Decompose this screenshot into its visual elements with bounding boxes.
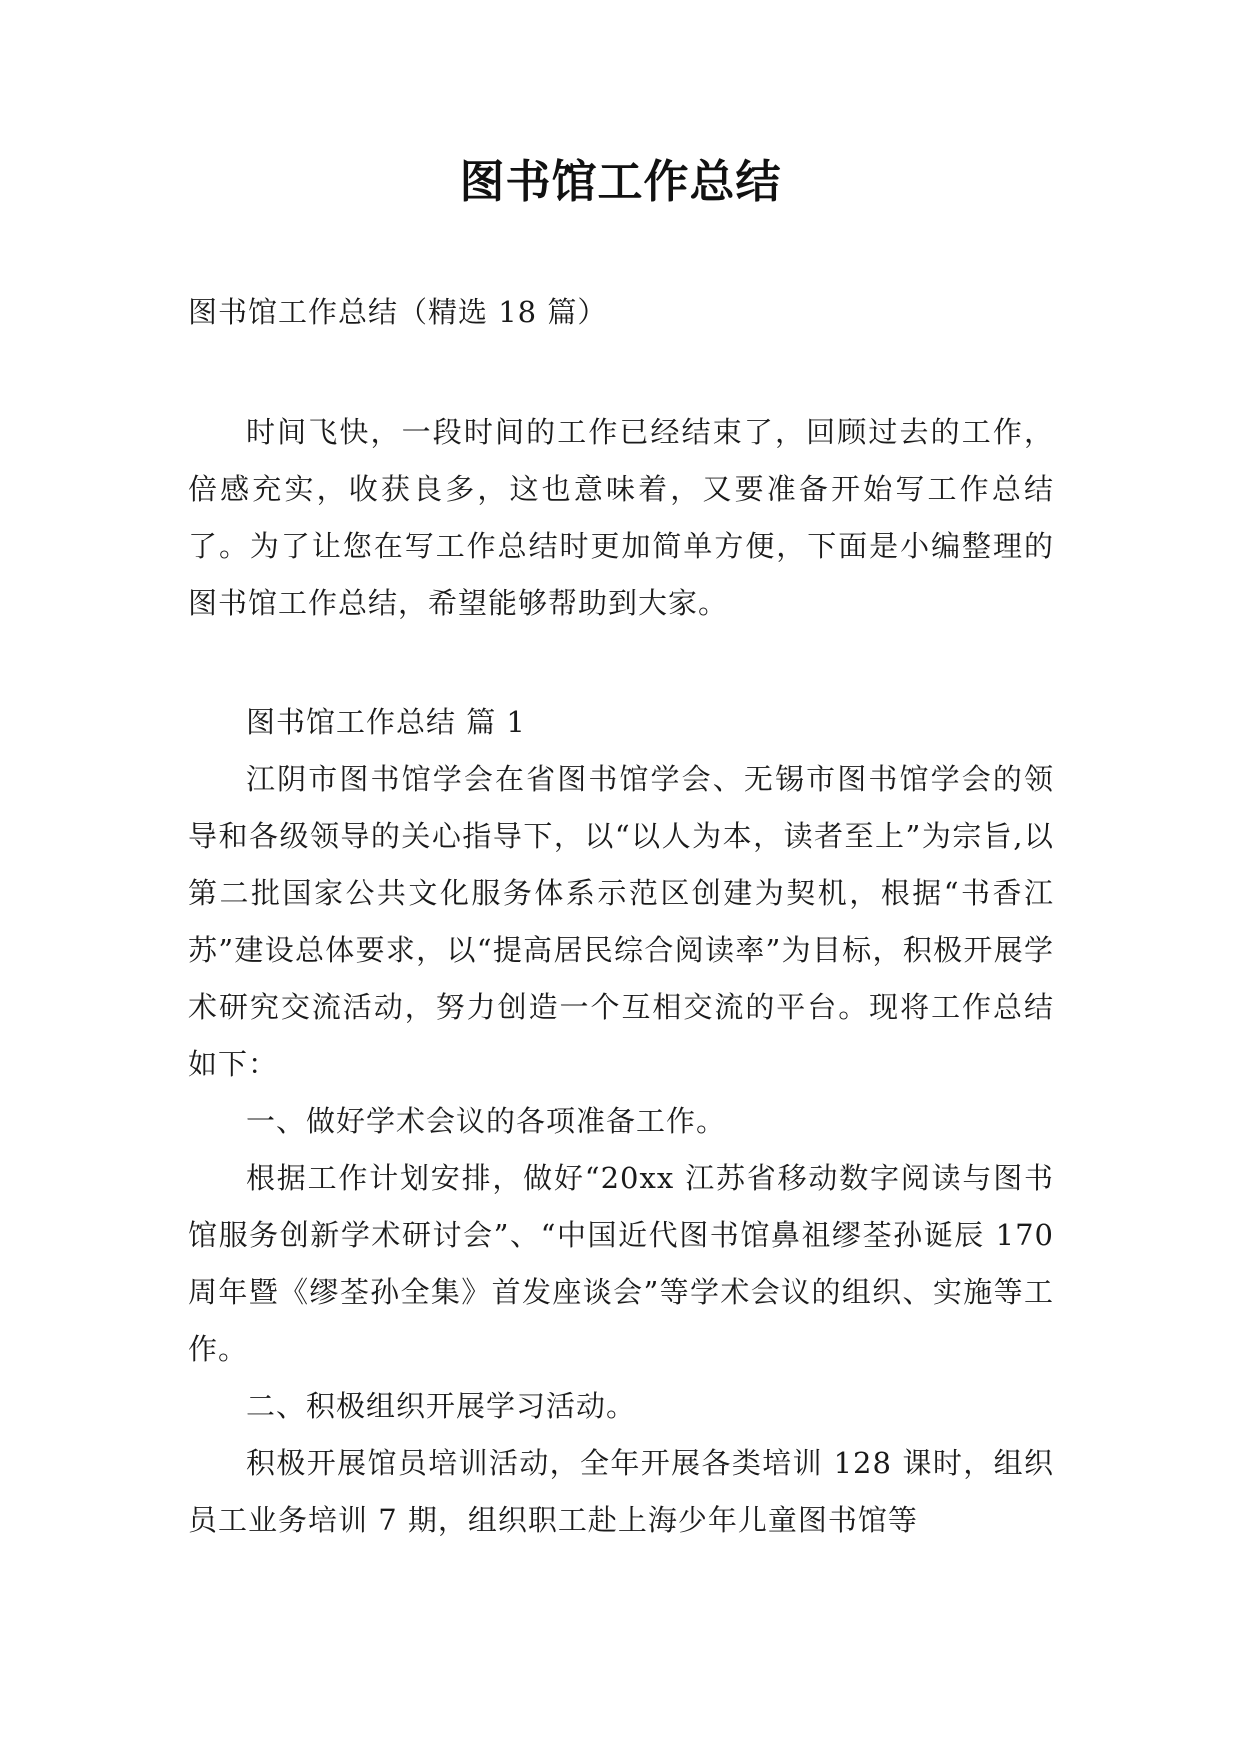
document-subtitle: 图书馆工作总结（精选 18 篇）	[188, 295, 608, 329]
body-section	[188, 694, 1054, 1549]
intro-section	[188, 404, 1054, 632]
intro-paragraph: 时间飞快，一段时间的工作已经结束了，回顾过去的工作，倍感充实，收获良多，这也意味着，又要准备开始写工作总结了。为了让您在写工作总结时更加简单方便，下面是小编整理的图书馆工作总结，希望能够帮助到大家。	[188, 415, 1054, 620]
section-heading: 图书馆工作总结 篇 1	[246, 705, 526, 739]
body-paragraph: 江阴市图书馆学会在省图书馆学会、无锡市图书馆学会的领导和各级领导的关心指导下，以“以人为本，读者至上”为宗旨,以第二批国家公共文化服务体系示范区创建为契机，根据“书香江苏”建设总体要求，以“提高居民综合阅读率”为目标，积极开展学术研究交流活动，努力创造一个互相交流的平台。现将工作总结如下：	[188, 762, 1054, 1081]
body-paragraph: 根据工作计划安排，做好“20xx 江苏省移动数字阅读与图书馆服务创新学术研讨会”、“中国近代图书馆鼻祖缪荃孙诞辰 170 周年暨《缪荃孙全集》首发座谈会”等学术会议的组织、实施等工作。	[188, 1161, 1054, 1366]
body-paragraph: 二、积极组织开展学习活动。	[246, 1389, 637, 1423]
document-title: 图书馆工作总结	[459, 155, 782, 208]
body-paragraph: 积极开展馆员培训活动，全年开展各类培训 128 课时，组织员工业务培训 7 期，组织职工赴上海少年儿童图书馆等	[188, 1446, 1054, 1537]
body-paragraph: 一、做好学术会议的各项准备工作。	[246, 1104, 727, 1138]
